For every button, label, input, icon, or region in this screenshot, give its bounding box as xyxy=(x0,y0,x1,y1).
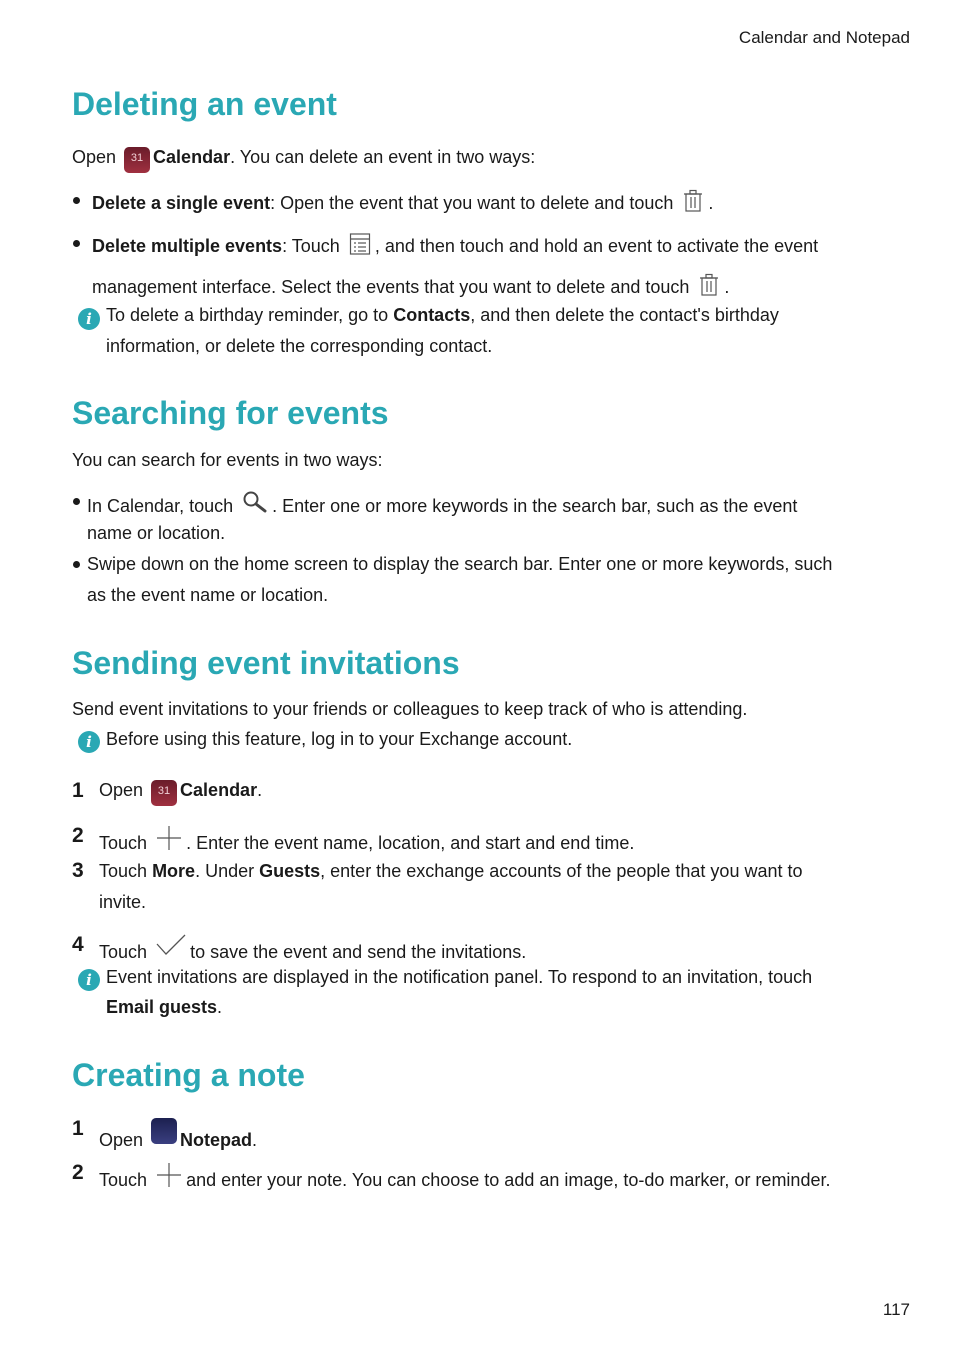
calendar-app-icon: 31 xyxy=(151,780,177,806)
s2-bullet1-line2: name or location. xyxy=(87,523,226,543)
s1-bullet-single: Delete a single event: Open the event that you want to delete and touch . xyxy=(92,189,713,218)
s1-note-line2: information, or delete the corresponding contact. xyxy=(106,336,493,356)
running-header: Calendar and Notepad xyxy=(738,28,910,47)
checkmark-icon xyxy=(156,934,186,961)
step-number: 2 xyxy=(72,1161,84,1184)
step-number: 1 xyxy=(72,779,84,802)
heading-creating-a-note: Creating a note xyxy=(72,1057,305,1093)
heading-deleting-an-event: Deleting an event xyxy=(72,86,337,122)
heading-sending-event-invitations: Sending event invitations xyxy=(72,645,460,681)
plus-icon xyxy=(156,825,182,856)
s4-step1: Open Notepad. xyxy=(99,1118,257,1151)
s3-note2-line2: Email guests. xyxy=(106,997,223,1017)
search-icon xyxy=(242,490,268,519)
bullet xyxy=(73,498,80,505)
s3-note1: Before using this feature, log in to your Exchange account. xyxy=(106,729,573,749)
s4-step2: Touch and enter your note. You can choose to add an image, to-do marker, or reminder. xyxy=(99,1162,830,1193)
s1-bullet-multiple-line2: management interface. Select the events that you want to delete and touch . xyxy=(92,273,729,302)
heading-searching-for-events: Searching for events xyxy=(72,395,389,431)
plus-icon xyxy=(156,1162,182,1193)
s3-intro: Send event invitations to your friends or colleagues to keep track of who is attending. xyxy=(72,699,748,719)
bullet xyxy=(73,561,80,568)
trash-icon xyxy=(682,189,704,218)
info-icon: i xyxy=(78,731,100,753)
notepad-app-icon xyxy=(151,1118,177,1144)
info-icon: i xyxy=(78,308,100,330)
s2-bullet2-line2: as the event name or location. xyxy=(87,585,329,605)
list-select-icon xyxy=(349,232,371,261)
page-number: 117 xyxy=(882,1300,910,1319)
bullet xyxy=(73,240,80,247)
s1-intro: Open 31 Calendar. You can delete an event in two ways: xyxy=(72,146,535,173)
s3-step2: Touch . Enter the event name, location, and start and end time. xyxy=(99,825,634,856)
calendar-app-icon: 31 xyxy=(124,147,150,173)
trash-icon xyxy=(698,273,720,302)
step-number: 4 xyxy=(72,933,84,956)
step-number: 2 xyxy=(72,824,84,847)
bullet xyxy=(73,197,80,204)
step-number: 1 xyxy=(72,1117,84,1140)
s2-bullet1-line1: In Calendar, touch . Enter one or more keywords in the search bar, such as the event xyxy=(87,490,797,519)
step-number: 3 xyxy=(72,859,84,882)
s3-step4: Touch to save the event and send the invitations. xyxy=(99,934,526,963)
s1-note-line1: To delete a birthday reminder, go to Contacts, and then delete the contact's birthday xyxy=(106,305,779,325)
s3-step3-line2: invite. xyxy=(99,892,147,912)
s2-bullet2-line1: Swipe down on the home screen to display the search bar. Enter one or more keywords, such xyxy=(87,554,833,574)
s2-intro: You can search for events in two ways: xyxy=(72,450,383,470)
info-icon: i xyxy=(78,969,100,991)
s3-step3-line1: Touch More. Under Guests, enter the exchange accounts of the people that you want to xyxy=(99,861,803,881)
s3-step1: Open 31 Calendar. xyxy=(99,779,262,806)
s1-bullet-multiple-line1: Delete multiple events: Touch , and then touch and hold an event to activate the event xyxy=(92,232,818,261)
s3-note2-line1: Event invitations are displayed in the notification panel. To respond to an invitation, touch xyxy=(106,967,813,987)
